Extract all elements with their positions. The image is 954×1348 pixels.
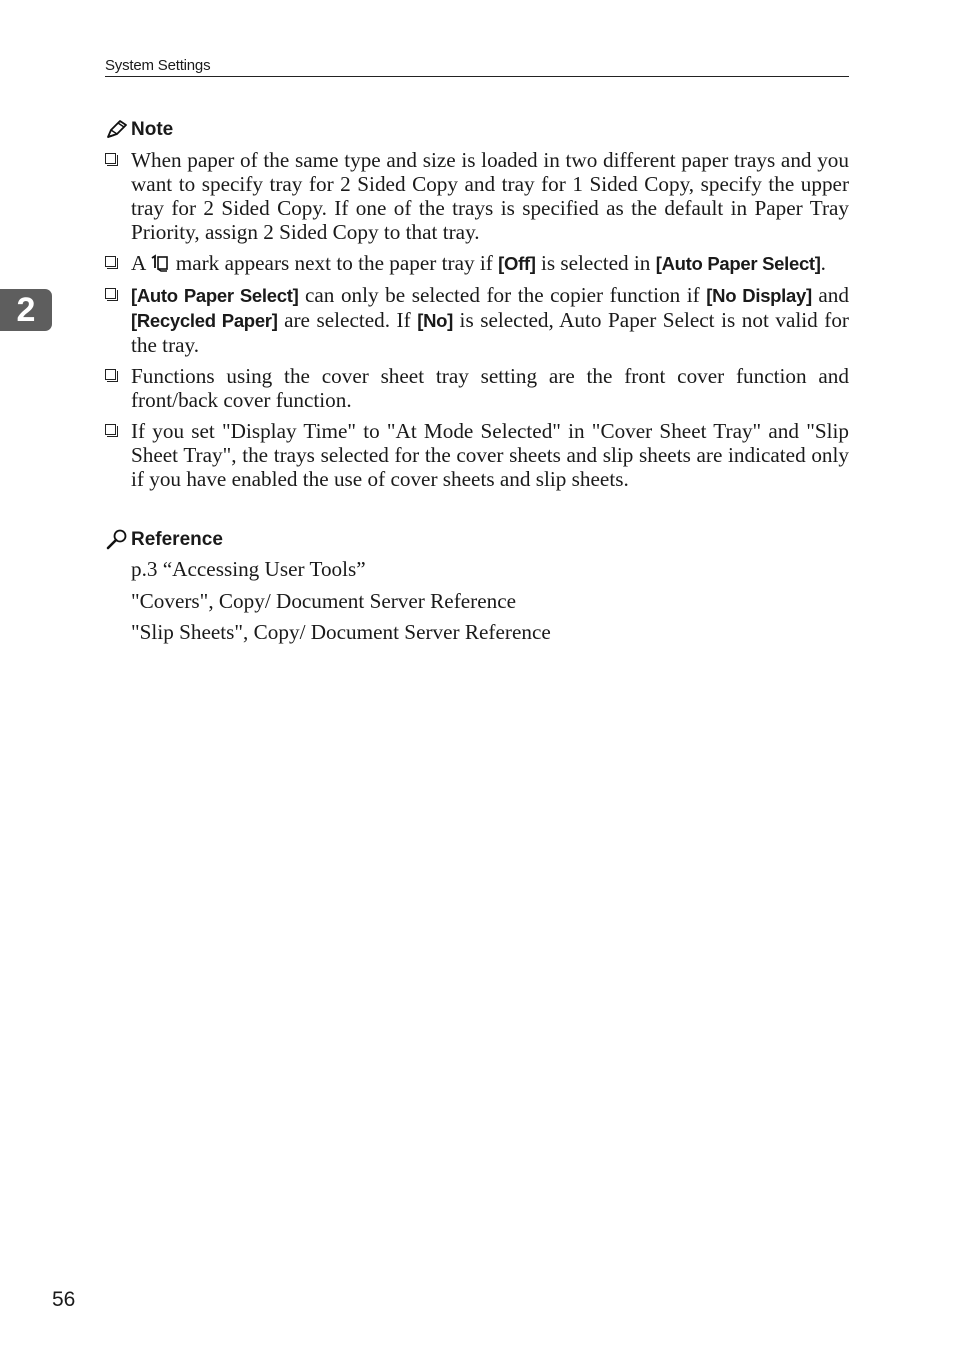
running-header: System Settings bbox=[105, 57, 849, 77]
checkbox-bullet-icon bbox=[105, 369, 116, 380]
reference-list bbox=[131, 557, 851, 652]
page-number: 56 bbox=[52, 1288, 76, 1311]
reference-item-2[interactable]: "Covers", Copy/ Document Server Reference bbox=[131, 588, 517, 613]
reference-item-1[interactable]: p.3 “Accessing User Tools” bbox=[131, 557, 366, 581]
pencil-icon bbox=[105, 119, 129, 141]
reference-title: Reference bbox=[131, 529, 223, 550]
note-item-4: Functions using the cover sheet tray setting are the front cover function and front/back cover function. bbox=[105, 364, 849, 412]
note-item-5: If you set "Display Time" to "At Mode Selected" in "Cover Sheet Tray" and "Slip Sheet Tray", the trays selected for the cover sheets and slip sheets are indicated only if you have enabled the use of cover sheets and slip sheets. bbox=[105, 419, 849, 491]
note-heading bbox=[105, 119, 173, 141]
checkbox-bullet-icon bbox=[105, 256, 116, 267]
reference-heading bbox=[105, 529, 223, 551]
reference-item-3[interactable]: "Slip Sheets", Copy/ Document Server Reference bbox=[131, 620, 551, 644]
magnifier-icon bbox=[105, 529, 129, 551]
note-title: Note bbox=[131, 119, 174, 140]
checkbox-bullet-icon bbox=[105, 153, 116, 164]
note-item-2: A mark appears next to the paper tray if [Off] is selected in [Auto Paper Select]. bbox=[105, 251, 849, 276]
paper-tray-mark-icon bbox=[150, 253, 170, 271]
checkbox-bullet-icon bbox=[105, 288, 116, 299]
note-item-3: [Auto Paper Select] can only be selected for the copier function if [No Display] and [Recycled Paper] are selected. If [No] is selected, Auto Paper Select is not valid for the tray. bbox=[105, 283, 849, 357]
chapter-tab: 2 bbox=[0, 289, 52, 331]
note-item-1: When paper of the same type and size is loaded in two different paper trays and you want to specify tray for 2 Sided Copy and tray for 1 Sided Copy, specify the upper tray for 2 Sided Copy. If one of the trays is specified as the default in Paper Tray Priority, assign 2 Sided Copy to that tray. bbox=[105, 148, 849, 244]
note-list bbox=[105, 148, 849, 498]
checkbox-bullet-icon bbox=[105, 424, 116, 435]
